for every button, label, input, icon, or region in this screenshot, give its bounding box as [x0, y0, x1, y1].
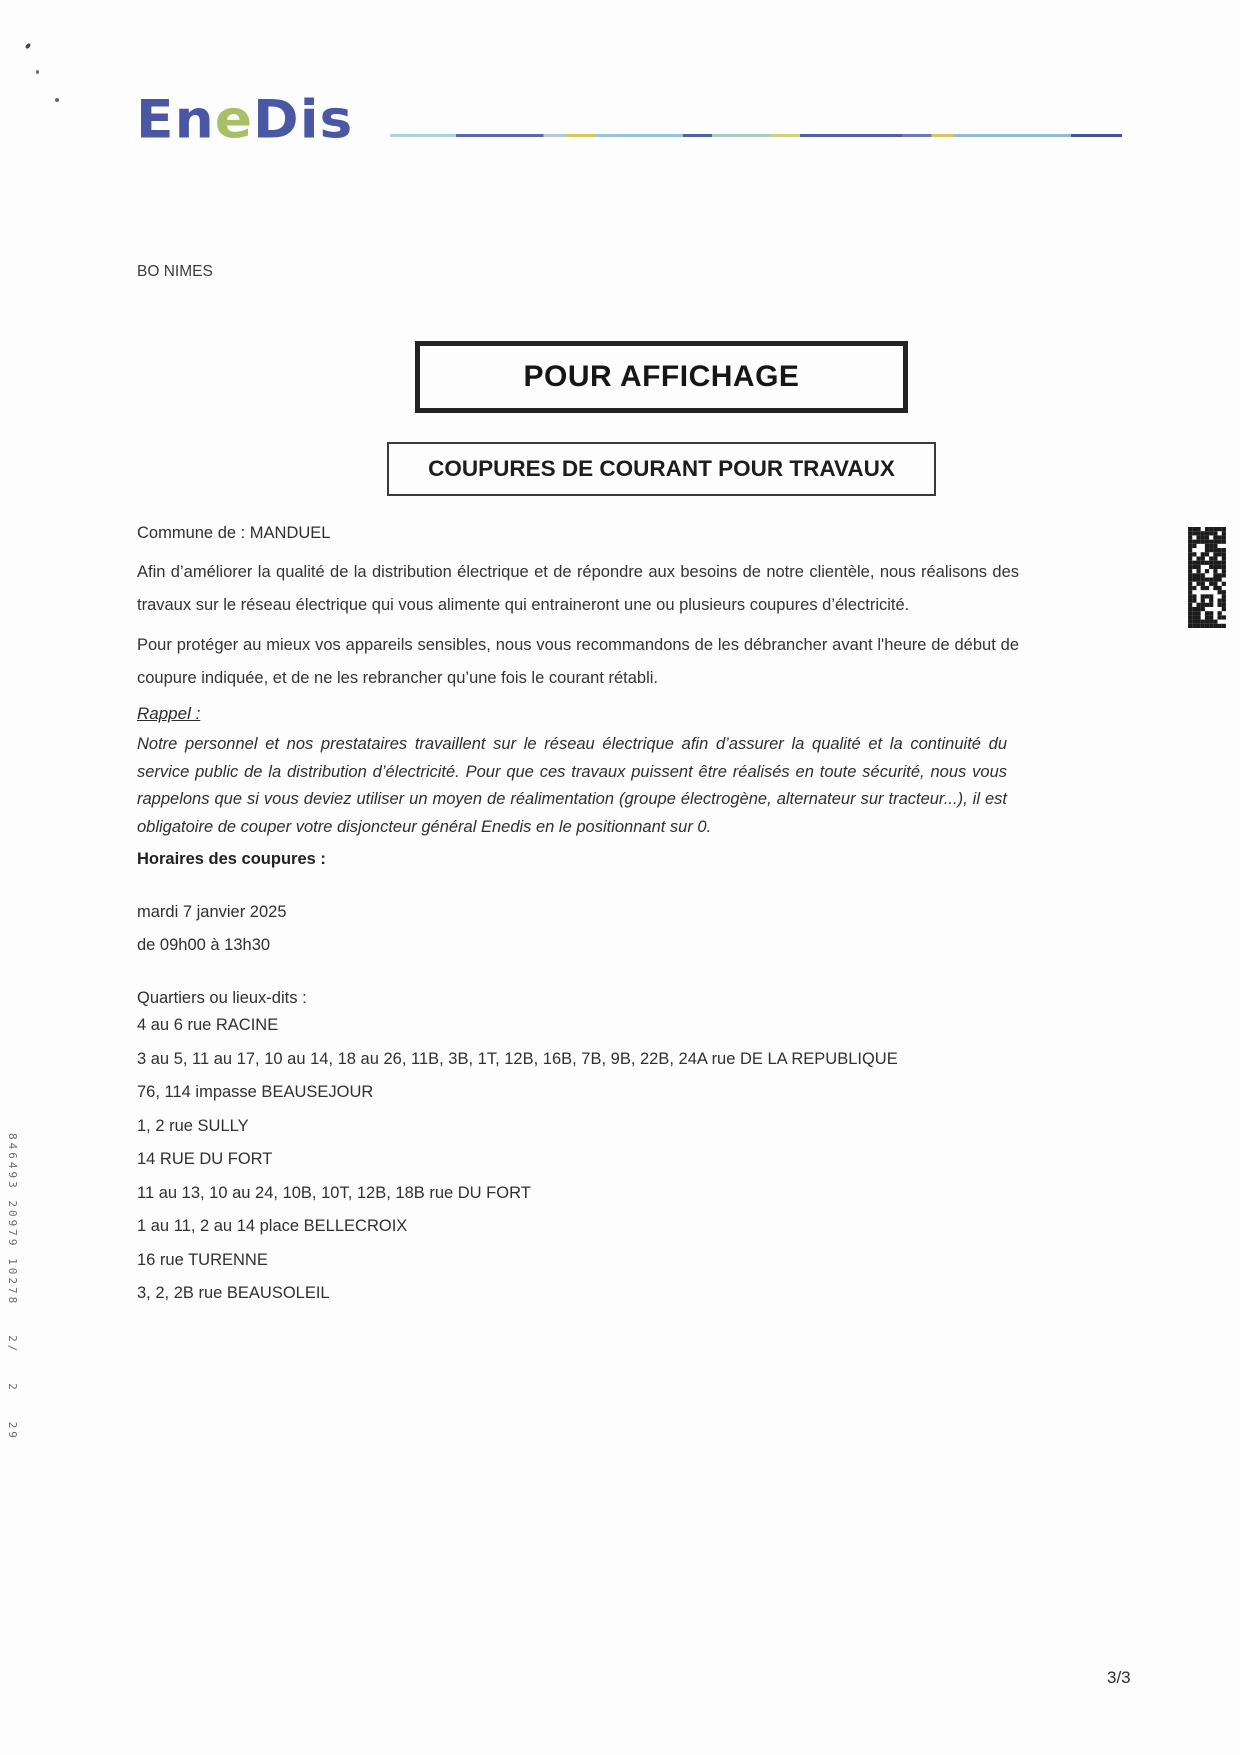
- street-line: 11 au 13, 10 au 24, 10B, 10T, 12B, 18B rue DU FORT: [137, 1183, 531, 1202]
- rappel-heading: [137, 704, 200, 724]
- commune-line: Commune de : MANDUEL: [137, 524, 331, 542]
- margin-reference-code: 846493 20979 10278 2/ 2 29: [6, 1133, 19, 1441]
- street-line: 1, 2 rue SULLY: [137, 1116, 249, 1135]
- banner-coupures-label: COUPURES DE COURANT POUR TRAVAUX: [428, 456, 895, 481]
- street-line: 4 au 6 rue RACINE: [137, 1016, 279, 1034]
- street-line: 1 au 11, 2 au 14 place BELLECROIX: [137, 1217, 408, 1235]
- scan-speck: [25, 42, 32, 49]
- enedis-logo-text-blue: Dis: [253, 88, 354, 150]
- street-line: 76, 114 impasse BEAUSEJOUR: [137, 1083, 374, 1101]
- street-line: 14 RUE DU FORT: [137, 1150, 273, 1168]
- street-line: 3 au 5, 11 au 17, 10 au 14, 18 au 26, 11B, 3B, 1T, 12B, 16B, 7B, 9B, 22B, 24A rue DE LA REPUBLIQUE: [137, 1049, 898, 1068]
- datamatrix-barcode: [1188, 527, 1226, 628]
- enedis-logo-text-green: e: [214, 88, 254, 150]
- office-label: BO NIMES: [137, 263, 213, 280]
- banner-coupures: [387, 442, 936, 496]
- brand-divider-line: [390, 134, 1122, 137]
- page-number: 3/3: [1107, 1668, 1131, 1687]
- coupure-date: mardi 7 janvier 2025: [137, 903, 287, 921]
- scan-speck: [36, 70, 39, 74]
- paragraph-rappel: Notre personnel et nos prestataires travaillent sur le réseau électrique afin d’assurer la qualité et la continuité du service public de la distribution d’électricité. Pour que ces travaux puissent être réalisés en toute sécurité, nous vous rappelons que si vous deviez utiliser un moyen de réalimentation (groupe électrogène, alternateur sur tracteur...), il est obligatoire de couper votre disjoncteur général Enedis en le positionnant sur 0.: [137, 735, 1007, 836]
- coupure-time: de 09h00 à 13h30: [137, 936, 271, 954]
- enedis-logo-text-blue: En: [136, 88, 215, 150]
- rappel-heading-label: Rappel :: [137, 704, 201, 723]
- quartiers-heading: Quartiers ou lieux-dits :: [137, 989, 307, 1007]
- enedis-logo: [136, 88, 354, 150]
- paragraph-intro: Afin d’améliorer la qualité de la distribution électrique et de répondre aux besoins de notre clientèle, nous réalisons des travaux sur le réseau électrique qui vous alimente qui entraineront une ou plusieurs coupures d’électricité.: [137, 563, 1019, 614]
- banner-pour-affichage: [415, 341, 908, 413]
- street-line: 3, 2, 2B rue BEAUSOLEIL: [137, 1284, 330, 1302]
- banner-pour-affichage-label: POUR AFFICHAGE: [523, 360, 800, 393]
- street-list: [137, 1016, 1137, 1318]
- scan-speck: [55, 98, 59, 102]
- street-line: 16 rue TURENNE: [137, 1250, 268, 1269]
- horaires-heading: Horaires des coupures :: [137, 850, 326, 868]
- paragraph-conseil: Pour protéger au mieux vos appareils sensibles, nous vous recommandons de les débrancher avant l'heure de début de coupure indiquée, et de ne les rebrancher qu’une fois le courant rétabli.: [137, 636, 1019, 687]
